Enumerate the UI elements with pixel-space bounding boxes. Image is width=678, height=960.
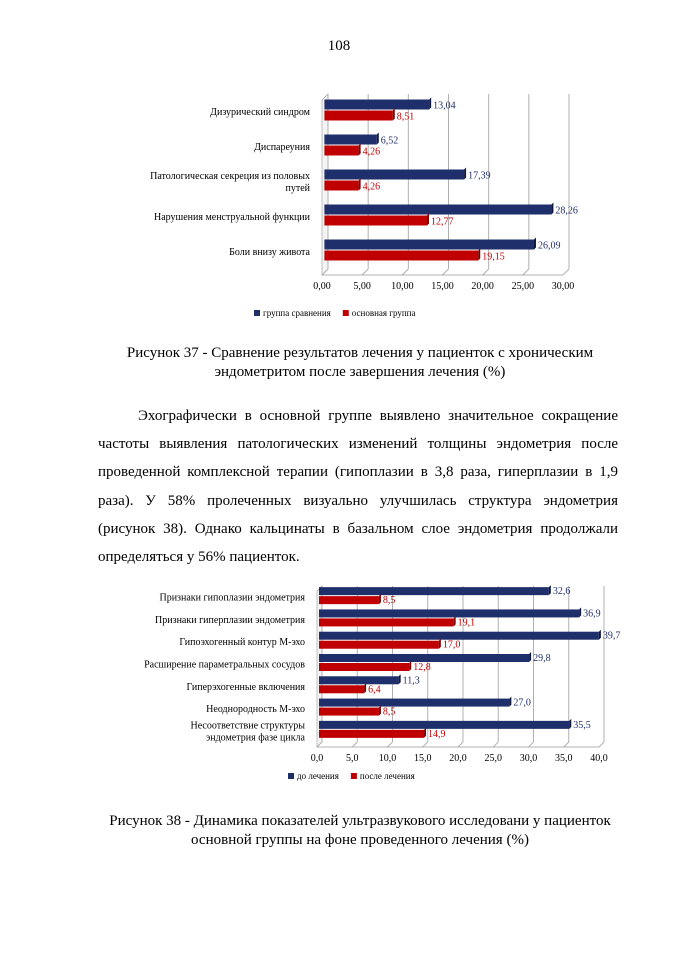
data-label: 32,6 (552, 586, 571, 598)
tick-label: 25,0 (484, 753, 502, 764)
figure-37-caption: Рисунок 37 - Сравнение результатов лечения у пациенток с хроническим эндометритом после завершения лечения (%) (126, 345, 594, 380)
bar-series-a (324, 133, 378, 145)
category-label: Признаки гипоплазии эндометрия (159, 592, 305, 604)
tick-label: 5,00 (353, 281, 371, 292)
category-label: Неоднородность М-эхо (206, 704, 305, 716)
bar-series-b (324, 144, 360, 156)
bar-series-a (319, 630, 601, 640)
bar-series-a (324, 168, 466, 180)
chart-38 (0, 582, 678, 782)
legend-label: основная группа (351, 308, 416, 318)
bar-series-a (319, 585, 551, 595)
gridline-floor (493, 742, 498, 747)
tick-label: 30,00 (551, 281, 575, 292)
data-label: 35,5 (573, 719, 591, 731)
figure-38-caption: Рисунок 38 - Динамика показателей ультразвукового исследовани у пациенток основной группы на фоне проведенного лечения (%) (109, 813, 611, 848)
data-label: 36,9 (583, 608, 601, 620)
bar-series-b (319, 661, 411, 671)
bar-series-b (319, 683, 366, 693)
tick-label: 35,0 (555, 753, 573, 764)
tick-label: 15,00 (431, 281, 454, 292)
gridline-floor (443, 269, 449, 275)
category-label: Нарушения менструальной функции (153, 212, 310, 223)
tick-label: 15,0 (414, 753, 432, 764)
tick-label: 5,0 (346, 753, 359, 764)
tick-label: 10,00 (391, 281, 414, 292)
bar-series-a (324, 98, 431, 110)
gridline-floor (483, 269, 489, 275)
legend-label: группа сравнения (263, 308, 331, 318)
page-number: 108 (327, 38, 351, 54)
category-label: Расширение параметральных сосудов (144, 659, 305, 671)
category-label: Гиперэхогенные включения (186, 681, 305, 693)
legend-swatch (288, 773, 294, 779)
body-paragraph (98, 402, 618, 571)
data-label: 11,3 (402, 675, 420, 687)
bar-series-a (319, 652, 531, 662)
data-label: 19,15 (482, 251, 505, 263)
paragraph-text: Эхографически в основной группе выявлено значительное сокращение частоты выявления патологических изменений толщины эндометрия после проведенной комплексной терапии (гипоплазии в 3,8 раза, гиперплазии в 1,9 раза). У 58% пролеченных визуально улучшилась структура эндометрия (рисунок 38). Однако кальцинаты в базальном слое эндометрия продолжали определяться у 56% пациенток. (98, 408, 618, 566)
gridline-floor (599, 742, 604, 747)
legend-swatch (343, 310, 349, 316)
gridline-floor (529, 742, 534, 747)
category-label: Патологическая секреция из половых путей (150, 171, 310, 194)
bar-series-b (319, 728, 426, 738)
data-label: 12,8 (413, 662, 431, 673)
category-label: Гипоэхогенный контур М-эхо (179, 637, 305, 649)
chart-37 (0, 88, 678, 326)
data-label: 4,26 (362, 146, 381, 158)
bar-series-b (324, 109, 394, 121)
bar-series-b (319, 594, 381, 604)
data-label: 39,7 (602, 630, 621, 642)
legend-label: после лечения (359, 771, 415, 781)
data-label: 8,5 (382, 706, 396, 718)
bar-series-b (324, 249, 480, 261)
tick-label: 0,0 (310, 753, 324, 764)
gridline-floor (388, 742, 393, 747)
data-label: 26,09 (537, 240, 561, 252)
data-label: 13,04 (433, 100, 456, 112)
gridline-floor (352, 742, 357, 747)
gridline-floor (563, 269, 569, 275)
data-label: 14,9 (428, 728, 446, 740)
data-label: 12,77 (430, 216, 454, 228)
data-label: 17,39 (468, 170, 491, 182)
legend-swatch (254, 310, 260, 316)
bar-series-a (324, 238, 536, 250)
gridline-floor (523, 269, 529, 275)
bar-series-b (319, 616, 456, 626)
tick-label: 20,0 (449, 753, 467, 764)
data-label: 6,4 (368, 684, 381, 696)
tick-label: 30,0 (519, 753, 538, 764)
bar-series-b (324, 179, 360, 191)
data-label: 17,0 (442, 639, 461, 651)
tick-label: 25,00 (511, 281, 535, 292)
bar-series-a (324, 203, 553, 215)
bar-series-a (319, 674, 401, 684)
gridline-floor (423, 742, 428, 747)
data-label: 28,26 (555, 205, 578, 217)
category-label: Боли внизу живота (229, 247, 310, 258)
data-label: 4,26 (362, 181, 381, 193)
category-label: Признаки гиперплазии эндометрия (155, 614, 305, 626)
legend-label: до лечения (297, 771, 339, 781)
bar-series-b (324, 214, 429, 226)
data-label: 27,0 (513, 697, 531, 709)
tick-label: 20,00 (471, 281, 494, 292)
data-label: 6,52 (380, 135, 399, 147)
bar-series-a (319, 607, 581, 617)
legend-swatch (351, 773, 357, 779)
data-label: 8,51 (396, 111, 415, 123)
data-label: 19,1 (457, 617, 476, 629)
tick-label: 10,0 (378, 753, 397, 764)
gridline-floor (458, 742, 463, 747)
gridline-floor (362, 269, 368, 275)
tick-label: 40,0 (590, 753, 608, 764)
category-label: Несоответствие структуры эндометрия фазе цикла (190, 720, 305, 744)
gridline-floor (564, 742, 569, 747)
gridline-floor (402, 269, 408, 275)
bar-series-a (319, 697, 511, 707)
category-label: Диспареуния (254, 142, 310, 153)
data-label: 8,5 (382, 595, 396, 607)
tick-label: 0,00 (313, 281, 331, 292)
data-label: 29,8 (533, 653, 551, 664)
category-label: Дизурический синдром (210, 107, 310, 118)
bar-series-b (319, 639, 441, 649)
bar-series-b (319, 706, 381, 716)
